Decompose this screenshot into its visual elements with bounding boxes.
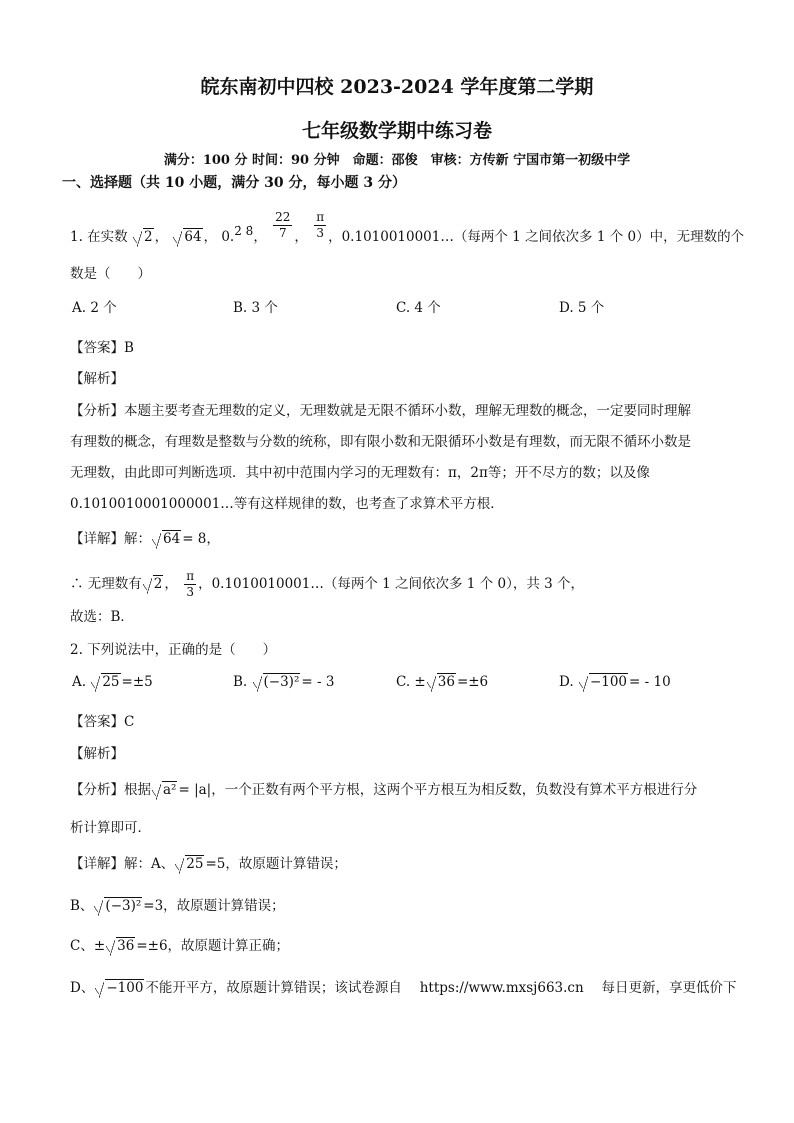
q2-analysis-1: 【分析】根据 a² = |a|，一个正数有两个平方根，这两个平方根互为相反数，负数没有算术平方根进行分 (70, 782, 698, 798)
q2-jiexi: 【解析】 (70, 746, 124, 762)
fraction-22-7: $\frac{22}{7}$ (275, 210, 291, 240)
q2-analysis-2: 析计算即可． (70, 820, 151, 836)
fraction-pi-3: $\frac{\pi}{3}$ (186, 569, 195, 599)
section-heading: 一、选择题（共 10 小题，满分 30 分，每小题 3 分） (62, 175, 406, 191)
exam-meta: 满分：100 分 时间：90 分钟 命题：邵俊 审核：方传新 宁国市第一初级中学 (163, 153, 631, 168)
q1-option-b: B. 3 个 (233, 300, 278, 316)
q2-answer: 【答案】C (70, 714, 135, 730)
q1-stem-line2: 数是（ ） (70, 266, 151, 282)
q1-jiexi: 【解析】 (70, 371, 124, 387)
repeating-decimal: 0. (221, 229, 235, 245)
exam-subtitle: 七年级数学期中练习卷 (301, 120, 492, 142)
q2-option-d: D. −100 = - 10 (559, 674, 671, 690)
sqrt-2: 2 (143, 576, 164, 592)
q2-stem: 2. 下列说法中，正确的是（ ） (70, 642, 277, 658)
q1-option-a: A. 2 个 (72, 300, 117, 316)
sqrt-64: 64 (152, 531, 181, 547)
q1-option-c: C. 4 个 (396, 300, 441, 316)
q2-option-c: C. ± 36 =±6 (396, 674, 489, 690)
q1-stem: 1. 在实数 2 ， 64 ， 0.2̇ 8̇， $\frac{22}{7}$ ， $\frac{\pi}{3}$ ，0.1010010001…（每两个 1 之间依次多 1 个 0）中，无理数的个 (70, 210, 745, 245)
q1-analysis-1: 【分析】本题主要考查无理数的定义，无理数就是无限不循环小数，理解无理数的概念，一定要同时理解 (70, 403, 691, 419)
sqrt-64: 64 (173, 229, 202, 245)
q1-detail: 【详解】解： 64 = 8， (70, 531, 220, 547)
q2-detail-c: C、± 36 =±6，故原题计算正确； (70, 938, 290, 954)
q1-option-d: D. 5 个 (559, 300, 605, 316)
q1-answer: 【答案】B (70, 340, 134, 356)
q2-detail-a: 【详解】解：A、 25 =5，故原题计算错误； (70, 856, 347, 872)
exam-title: 皖东南初中四校 2023-2024 学年度第二学期 (200, 76, 594, 98)
q1-conclusion: ∴ 无理数有 2 ， $\frac{\pi}{3}$ ，0.1010010001…（每两个 1 之间依次多 1 个 0），共 3 个， (70, 569, 584, 599)
q2-option-a: A. 25 =±5 (72, 674, 153, 690)
q2-option-b: B. (−3)² = - 3 (233, 674, 335, 690)
q1-analysis-4: 0.1010010001000001…等有这样规律的数，也考查了求算术平方根． (70, 496, 504, 512)
q1-analysis-3: 无理数，由此即可判断选项．其中初中范围内学习的无理数有：π，2π等；开不尽方的数；以及像 (70, 465, 650, 481)
q2-detail-b: B、 (−3)² =3，故原题计算错误； (70, 898, 285, 914)
sqrt-2: 2 (133, 229, 154, 245)
q1-analysis-2: 有理数的概念，有理数是整数与分数的统称，即有限小数和无限循环小数是有理数，而无限不循环小数是 (70, 434, 691, 450)
q1-choose: 故选：B． (70, 609, 134, 625)
fraction-pi-3: $\frac{\pi}{3}$ (316, 210, 325, 240)
q2-detail-d: D、 −100 不能开平方，故原题计算错误；该试卷源自 https://www.mxsj663.cn 每日更新，享更低价下 (70, 980, 737, 996)
